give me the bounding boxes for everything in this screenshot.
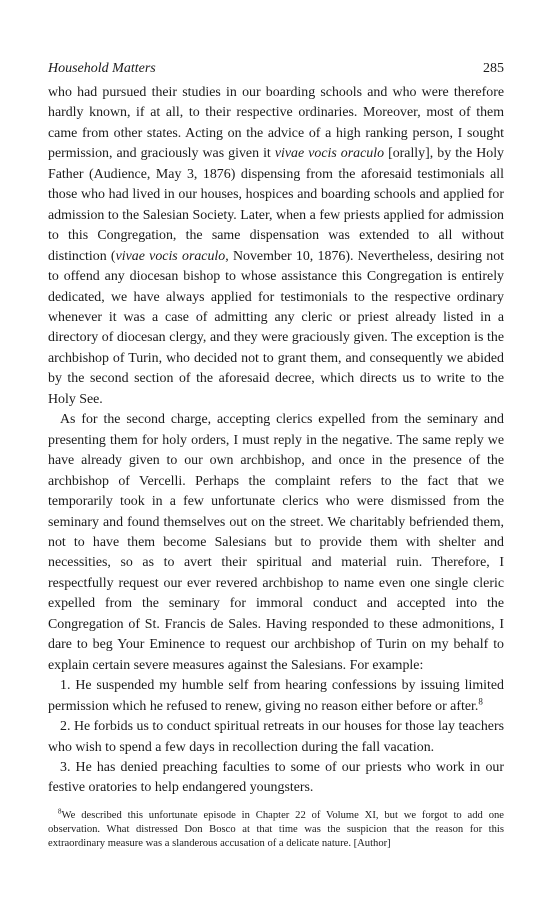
paragraph-continued — [48, 83, 504, 410]
list-item-text: 1. He suspended my humble self from hearing confessions by issuing limited permission which he refused to renew, giving no reason either before or after. — [48, 678, 504, 714]
paragraph-second-charge: As for the second charge, accepting clerics expelled from the seminary and presenting them for holy orders, I must reply in the negative. The same reply we have already given to our own archbishop, and once in the presence of the archbishop of Vercelli. Perhaps the complaint refers to the fact that we temporarily took in a few unfortunate clerics who were dismissed from the seminary and found themselves out on the street. We charitably befriended them, not to have them become Salesians but to provide them with shelter and necessities, so as to avert their spiritual and material ruin. Therefore, I respectfully request our ever revered archbishop to name even one single cleric expelled from the seminary for immoral conduct and accepted into the Congregation of St. Francis de Sales. Having responded to these admonitions, I dare to beg Your Eminence to request our archbishop of Turin on my behalf to explain certain severe measures against the Salesians. For example: — [48, 412, 504, 673]
text-run: [orally], by the Holy Father (Audience, May 3, 1876) dispensing from the aforesaid testimonials all those who had lived in our houses, hospices and boarding schools and applied for admission to the Salesian Society. Later, when a few priests applied for admission to this Congregation, the same dispensation was extended to all without distinction ( — [48, 146, 505, 264]
book-page — [0, 60, 551, 920]
body-text — [48, 83, 504, 799]
latin-phrase: vivae vocis oraculo — [274, 146, 385, 162]
footnote — [48, 809, 504, 851]
footnote-reference[interactable]: 8 — [478, 695, 483, 706]
list-item-3: 3. He has denied preaching faculties to some of our priests who work in our festive oratories to help endangered youngsters. — [48, 759, 504, 796]
text-run: who had pursued their studies in our boarding schools and who were therefore hardly known, if at all, to their respective ordinaries. Moreover, most of them came from other states. Acting on the advice of a high ranking person, I sought permission, and graciously was given it — [48, 85, 504, 162]
latin-phrase: vivae vocis oraculo — [115, 248, 226, 264]
running-head — [48, 60, 504, 78]
list-item-2: 2. He forbids us to conduct spiritual retreats in our houses for those lay teachers who wish to spend a few days in recollection during the fall vacation. — [48, 719, 504, 755]
chapter-title: Household Matters — [48, 61, 156, 76]
footnote-text: We described this unfortunate episode in Chapter 22 of Volume XI, but we forgot to add one observation. What distressed Don Bosco at that time was the suspicion that the reason for this extraordinary measure was a slanderous accusation of a delicate nature. [Author] — [48, 809, 504, 849]
list-item-1 — [48, 676, 504, 717]
footnote-mark: 8 — [58, 807, 62, 816]
text-run: , November 10, 1876). Nevertheless, desiring not to offend any diocesan bishop to whose assistance this Congregation is entirely dedicated, we have always applied for testimonials to the respective ordinary whenever it was a case of admitting any cleric or priest already listed in a directory of diocesan clergy, and they were graciously given. The exception is the archbishop of Turin, who decided not to grant them, and consequently we abided by the second section of the aforesaid decree, which directs us to write to the Holy See. — [48, 248, 505, 407]
page-number: 285 — [483, 61, 504, 76]
